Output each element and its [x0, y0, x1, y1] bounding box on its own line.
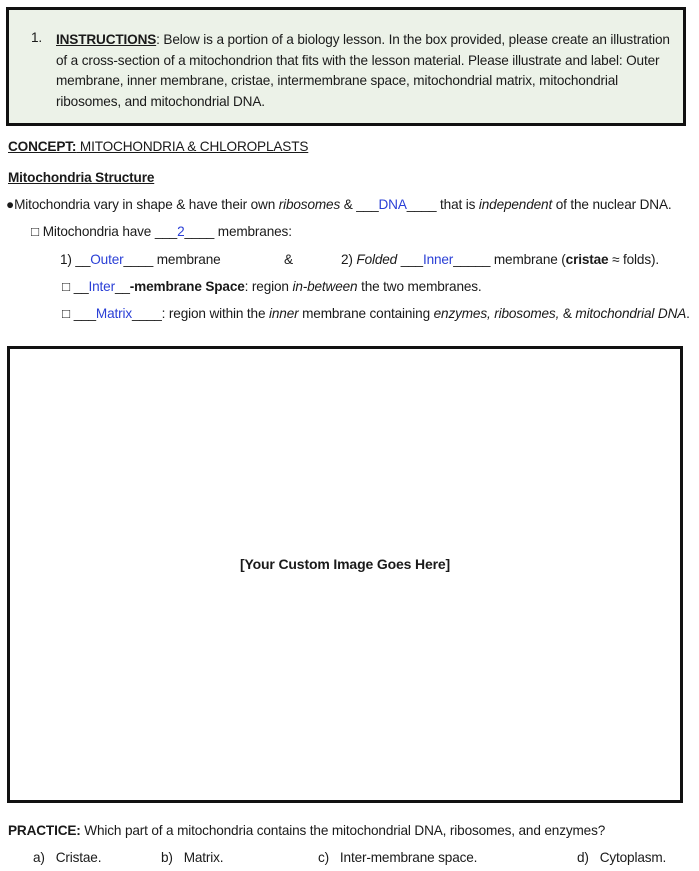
- option-d[interactable]: d) Cytoplasm.: [577, 850, 667, 865]
- checkbox-icon: □: [31, 224, 40, 239]
- bullet-dna: ●Mitochondria vary in shape & have their own ribosomes & ___DNA____ that is independent of the nuclear DNA.: [6, 197, 672, 212]
- image-placeholder-text: [Your Custom Image Goes Here]: [239, 556, 451, 572]
- intermembrane-space-line: □ __Inter__-membrane Space: region in-between the two membranes.: [62, 279, 482, 294]
- ampersand: &: [284, 252, 293, 267]
- concept-label: CONCEPT:: [8, 139, 77, 154]
- section-title: Mitochondria Structure: [8, 170, 155, 185]
- matrix-line: □ ___Matrix____: region within the inner membrane containing enzymes, ribosomes, & mitochondrial DNA.: [62, 306, 690, 321]
- answer-inner: Inner: [422, 252, 454, 267]
- practice-question: PRACTICE: Which part of a mitochondria contains the mitochondrial DNA, ribosomes, and enzymes?: [8, 823, 606, 838]
- answer-outer: Outer: [90, 252, 124, 267]
- inner-membrane-line: 2) Folded ___Inner_____ membrane (cristae ≈ folds).: [341, 252, 659, 267]
- answer-matrix: Matrix: [95, 306, 133, 321]
- instructions-box: [6, 7, 686, 126]
- bullet-marker: ●: [6, 197, 15, 212]
- answer-inter: Inter: [88, 279, 115, 294]
- option-b[interactable]: b) Matrix.: [161, 850, 224, 865]
- outer-membrane-line: 1) __Outer____ membrane: [60, 252, 221, 267]
- option-c[interactable]: c) Inter-membrane space.: [318, 850, 478, 865]
- answer-dna: DNA: [378, 197, 407, 212]
- instructions-number: 1.: [31, 30, 43, 45]
- instructions-body: : Below is a portion of a biology lesson. In the box provided, please create an illustration of a cross-section of a mitochondrion that fits with the lesson material. Please illustrate and label: Outer membrane, inner membrane, cristae, intermembrane space, mitochondrial matrix, mitochondrial ribosomes, and mitochondrial DNA.: [56, 32, 670, 109]
- practice-label: PRACTICE:: [8, 823, 81, 838]
- checkbox-icon: □: [62, 279, 71, 294]
- illustration-box[interactable]: [7, 346, 683, 803]
- concept-title: MITOCHONDRIA & CHLOROPLASTS: [76, 139, 309, 154]
- answer-membrane-count: 2: [177, 224, 185, 239]
- instructions-label: INSTRUCTIONS: [56, 32, 157, 47]
- instructions-text: [56, 30, 684, 112]
- checkbox-icon: □: [62, 306, 71, 321]
- concept-heading: [8, 138, 308, 156]
- bullet-membranes: □ Mitochondria have ___2____ membranes:: [31, 224, 292, 239]
- option-a[interactable]: a) Cristae.: [33, 850, 102, 865]
